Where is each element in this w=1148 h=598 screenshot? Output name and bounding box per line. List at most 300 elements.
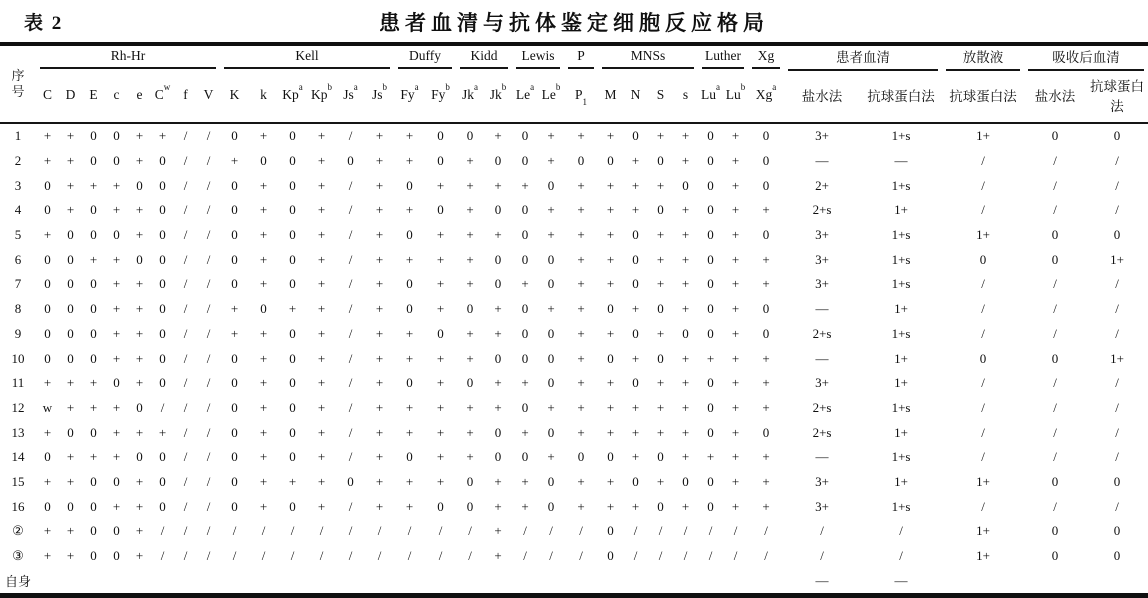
cell [564,568,598,595]
cell: + [288,473,297,489]
cell: / [206,523,211,539]
cell: 0 [231,399,238,415]
table-row [0,272,1148,297]
cell: + [681,449,690,465]
cell: 0 [466,301,474,317]
cell: + [706,350,715,366]
cell: + [521,177,529,193]
column-header: f [174,71,197,123]
cell: 0 [90,301,97,317]
column-header: Xg$^a$ [748,71,784,123]
cell: + [656,375,665,391]
cell: / [206,177,211,193]
cell: 3+ [815,128,829,144]
cell: / [633,523,638,539]
cell: 0 [607,301,614,317]
cell: / [1053,375,1057,391]
cell: 0 [1113,227,1121,243]
cell: + [762,350,770,366]
cell: / [206,301,211,317]
column-header: e [128,71,151,123]
cell: + [731,399,740,415]
cell: + [259,498,268,514]
cell: / [348,128,353,144]
cell: / [708,548,713,564]
cell: + [112,177,121,193]
column-header: Jk$^b$ [484,71,512,123]
column-header: c [105,71,128,123]
cell: / [1115,276,1119,292]
cell: / [579,548,583,564]
cell: 0 [707,128,714,144]
cell: 0 [67,424,74,440]
table-body [0,123,1148,596]
cell: / [1115,449,1119,465]
cell: + [375,375,384,391]
cell: + [521,498,529,514]
table-number-label: 表 2 [24,13,64,34]
cell: + [631,177,640,193]
row-id: 14 [11,449,25,465]
cell: + [436,350,445,366]
cell: + [547,202,555,218]
table-row [0,123,1148,149]
cell: 0 [607,449,614,465]
cell: 0 [44,498,51,514]
cell: 0 [707,153,714,169]
cell: + [66,202,75,218]
cell: 0 [707,325,714,341]
cell: 0 [682,325,689,341]
cell: + [259,375,268,391]
cell: 0 [547,424,555,440]
cell: 0 [67,325,74,341]
cell: 0 [521,128,529,144]
cell: 0 [231,350,238,366]
cell: 0 [521,350,529,366]
cell: + [731,375,740,391]
cell: 0 [437,498,444,514]
cell: 0 [90,325,97,341]
cell [82,568,105,595]
cell: / [348,399,353,415]
row-id: 3 [14,177,22,193]
cell: 0 [762,301,770,317]
cell: 0 [657,449,664,465]
cell: + [681,399,690,415]
cell: + [405,424,414,440]
cell: / [206,498,211,514]
cell: + [317,177,326,193]
cell: 0 [406,177,413,193]
cell: / [206,399,211,415]
cell: 0 [113,375,120,391]
cell: + [494,473,502,489]
cell: + [494,399,502,415]
cell: + [606,473,615,489]
cell: / [183,177,188,193]
cell: / [1053,177,1057,193]
cell: / [899,548,903,564]
cell: / [981,276,985,292]
cell: / [1053,301,1057,317]
table-row [0,519,1148,544]
column-header: Fy$^b$ [425,71,456,123]
cell: + [112,301,121,317]
table-row [0,198,1148,223]
cell: + [656,424,665,440]
cell: / [206,375,211,391]
cell: + [436,227,445,243]
cell: 0 [136,449,143,465]
cell: / [206,548,211,564]
cell [512,568,538,595]
cell: + [494,177,502,193]
cell: / [683,548,688,564]
cell: 0 [289,325,296,341]
cell: + [66,375,75,391]
cell: + [135,276,144,292]
cell: 0 [159,449,166,465]
cell: + [681,301,690,317]
cell: 0 [44,202,51,218]
cell: 2+s [812,399,832,415]
cell [365,568,394,595]
cell [307,568,336,595]
cell: 0 [682,473,689,489]
column-header: Le$^b$ [538,71,564,123]
cell: / [206,227,211,243]
cell: / [1115,424,1119,440]
cell: + [375,202,384,218]
cell: / [348,548,353,564]
cell: / [981,153,985,169]
cell: 0 [979,251,987,267]
cell: / [438,523,443,539]
cell: 0 [231,177,238,193]
cell: 0 [159,153,166,169]
cell: + [375,227,384,243]
cell: + [43,128,52,144]
cell: + [521,276,529,292]
cell: + [547,227,555,243]
cell: / [708,523,713,539]
table-row [0,173,1148,198]
cell: + [606,399,615,415]
cell: + [135,153,144,169]
column-header: s [673,71,698,123]
column-header: $P_1$ [564,71,598,123]
cell: 0 [113,523,120,539]
cell: 0 [1113,548,1121,564]
cell: 0 [289,498,296,514]
cell: 0 [547,375,555,391]
cell: 1+ [894,424,908,440]
row-id: 4 [14,202,22,218]
row-number-header: 序 号 [0,44,36,123]
cell: 0 [44,325,51,341]
cell: + [135,375,144,391]
cell: + [436,424,445,440]
cell [425,568,456,595]
cell: 0 [231,498,238,514]
cell: + [259,399,268,415]
cell: + [466,350,474,366]
row-id: ② [12,523,24,539]
cell: + [466,276,474,292]
cell [673,568,698,595]
cell: 0 [44,177,51,193]
cell [278,568,307,595]
cell: / [206,276,211,292]
cell: + [494,498,502,514]
cell: + [731,128,740,144]
cell: + [706,449,715,465]
cell: + [762,399,770,415]
cell: 1+s [891,399,911,415]
cell: 0 [113,128,120,144]
cell: / [183,399,188,415]
cell: + [631,301,640,317]
cell [648,568,673,595]
cell: + [681,251,690,267]
cell: + [43,424,52,440]
cell: / [261,523,266,539]
group-header: MNSs [598,44,698,71]
cell: 0 [547,350,555,366]
cell: + [521,473,529,489]
cell: + [375,399,384,415]
cell: + [89,251,98,267]
row-id: 11 [11,375,25,391]
cell: 0 [231,276,238,292]
table-row [0,346,1148,371]
cell: / [348,301,353,317]
cell: + [681,276,690,292]
cell: 1+s [891,325,911,341]
cell: + [466,251,474,267]
cell: + [681,128,690,144]
cell: + [731,449,740,465]
cell: 0 [466,498,474,514]
cell: + [135,227,144,243]
cell: 0 [632,473,639,489]
cell: 0 [159,301,166,317]
cell: 0 [521,325,529,341]
cell: 2+ [815,177,829,193]
cell: + [577,350,585,366]
cell: 0 [657,350,664,366]
cell [174,568,197,595]
column-header: Lu$^b$ [723,71,748,123]
cell: 0 [521,227,529,243]
cell: 0 [607,153,614,169]
cell: / [183,325,188,341]
cell [623,568,648,595]
cell [1086,568,1148,595]
group-header: Rh-Hr [36,44,220,71]
cell: + [317,301,326,317]
cell: 0 [657,153,664,169]
cell: + [375,424,384,440]
cell: + [317,153,326,169]
cell: + [631,424,640,440]
cell: — [815,449,829,465]
cell: 0 [44,251,51,267]
cell [456,568,484,595]
column-header: C [36,71,59,123]
cell: 0 [466,128,474,144]
column-header: Fy$^a$ [394,71,425,123]
cell: 0 [90,153,97,169]
cell: 1+ [894,473,908,489]
cell: + [112,449,121,465]
cell: / [348,424,353,440]
cell: 0 [707,473,714,489]
cell: + [375,153,384,169]
cell: + [631,498,640,514]
cell: 0 [466,473,474,489]
cell: + [577,227,585,243]
cell: 0 [231,375,238,391]
cell: + [631,449,640,465]
cell: + [259,350,268,366]
cell: 0 [607,350,614,366]
cell: / [1053,325,1057,341]
cell: + [656,177,665,193]
cell: / [206,350,211,366]
cell: 0 [289,128,296,144]
cell: + [135,424,144,440]
cell: + [466,202,474,218]
cell: / [348,251,353,267]
table-header [0,44,1148,123]
cell: 0 [90,473,97,489]
cell: 3+ [815,498,829,514]
row-id: ③ [12,548,24,564]
cell: / [348,177,353,193]
cell: / [981,424,985,440]
cell: / [633,548,638,564]
cell: + [577,375,585,391]
column-header: Kp$^b$ [307,71,336,123]
cell: 0 [406,449,413,465]
column-header: Lu$^a$ [698,71,723,123]
cell: 0 [1113,473,1121,489]
cell: / [1053,153,1057,169]
cell: + [494,227,502,243]
cell: 0 [521,202,529,218]
cell: 0 [1051,548,1059,564]
cell: 0 [159,473,166,489]
cell: + [731,276,740,292]
cell: + [259,449,268,465]
column-header: 盐水法 [1024,71,1086,123]
row-id: 5 [14,227,22,243]
cell: / [348,227,353,243]
cell: / [1053,498,1057,514]
cell: 0 [707,375,714,391]
cell: 0 [632,227,639,243]
cell: 0 [707,424,714,440]
cell: 0 [1051,350,1059,366]
cell: — [815,153,829,169]
cell: + [375,128,384,144]
cell: + [681,153,690,169]
cell [220,568,249,595]
cell: + [158,128,167,144]
table-row [0,223,1148,248]
cell: 0 [231,227,238,243]
cell: + [577,251,585,267]
cell: + [405,473,414,489]
cell: 0 [289,153,296,169]
cell: 1+s [891,449,911,465]
cell: / [1115,399,1119,415]
cell: 0 [44,449,51,465]
cell: + [731,227,740,243]
cell: 0 [494,350,502,366]
cell: + [112,202,121,218]
cell: + [375,177,384,193]
cell: 0 [67,227,74,243]
cell: / [820,523,824,539]
cell: 0 [979,350,987,366]
cell: / [683,523,688,539]
column-header: N [623,71,648,123]
cell: 0 [632,128,639,144]
cell: 0 [159,177,166,193]
cell: 0 [67,276,74,292]
cell [59,568,82,595]
cell: 0 [231,202,238,218]
cell: + [259,325,268,341]
cell: / [981,325,985,341]
cell: / [407,548,412,564]
cell: / [183,523,188,539]
cell: 0 [707,498,714,514]
cell: / [206,251,211,267]
cell: 0 [707,399,714,415]
cell: / [183,276,188,292]
cell: + [317,473,326,489]
cell: + [317,424,326,440]
cell: 3+ [815,227,829,243]
cell: 0 [289,177,296,193]
cell: 1+ [976,523,990,539]
cell: + [259,227,268,243]
cell: 0 [762,128,770,144]
group-header: 吸收后血清 [1024,44,1148,71]
cell: + [436,473,445,489]
cell: / [523,523,527,539]
table-row [0,445,1148,470]
cell: 0 [289,227,296,243]
cell: 0 [1051,227,1059,243]
cell: + [606,325,615,341]
cell: 0 [707,301,714,317]
cell: + [66,548,75,564]
cell: 1+ [976,227,990,243]
cell: + [606,227,615,243]
cell: + [405,498,414,514]
cell: + [375,473,384,489]
cell [942,568,1024,595]
cell: 1+ [894,202,908,218]
cell: + [731,153,740,169]
cell: 0 [547,498,555,514]
cell: 1+ [976,473,990,489]
